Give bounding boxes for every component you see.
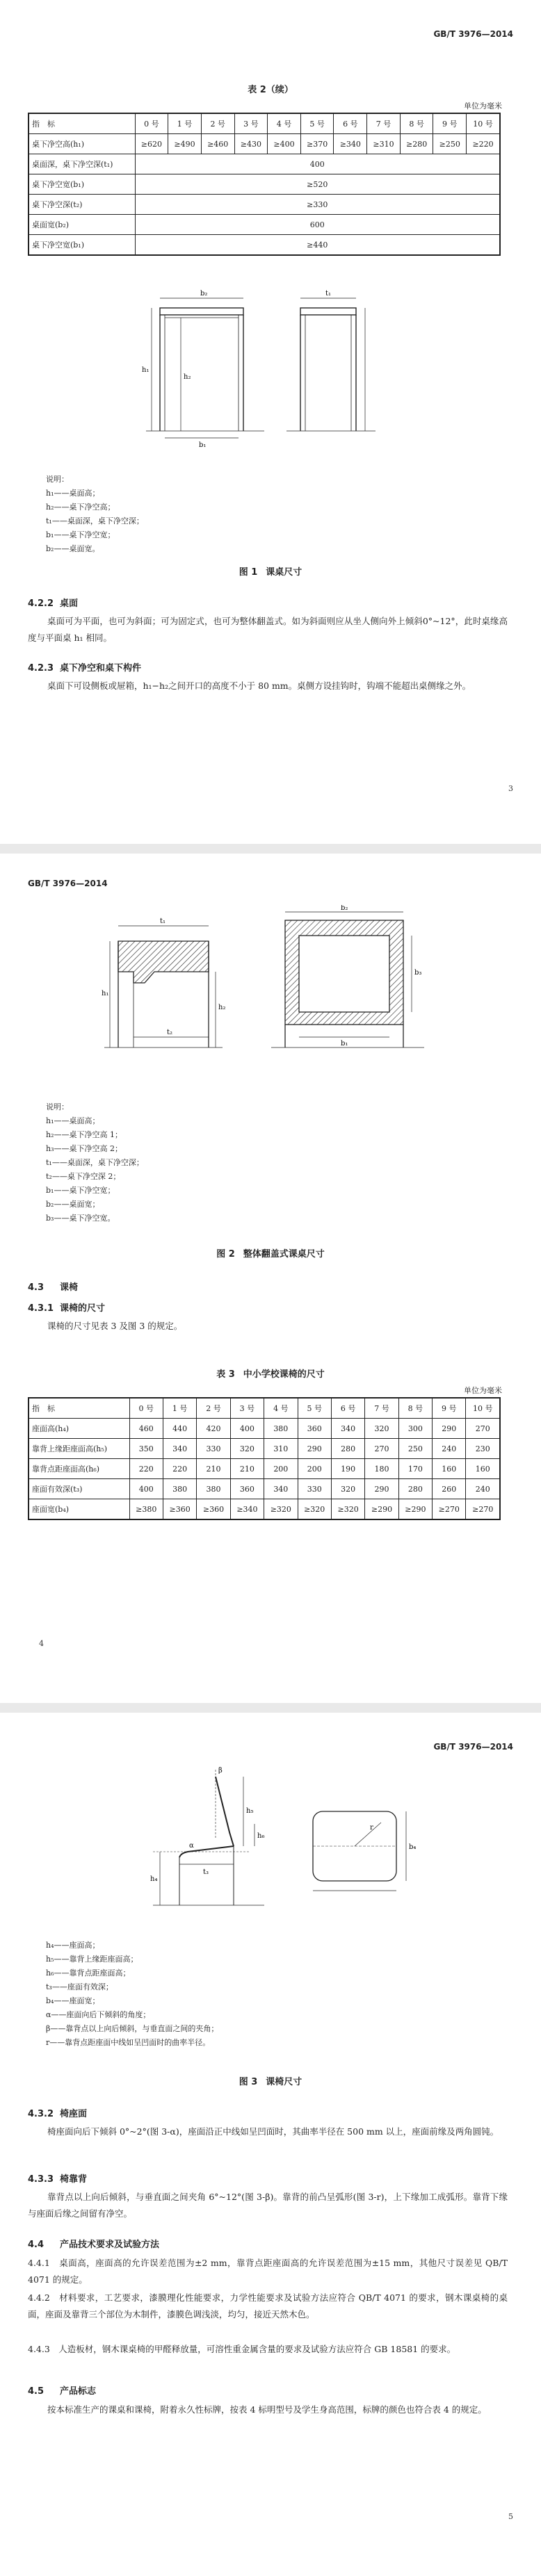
table-cell-merged: ≥330: [135, 195, 500, 215]
table-cell: 220: [129, 1459, 163, 1479]
fig3-label-h5: h₅: [246, 1807, 254, 1815]
legend-item: h₂——桌下净空高 1；: [46, 1130, 122, 1139]
figure-number: 图 1: [239, 567, 258, 578]
figure-2-legend: [46, 1100, 144, 1225]
fig1-label-b1: b₁: [199, 441, 207, 448]
column-header: 3 号: [230, 1398, 264, 1419]
table-cell: 320: [365, 1419, 398, 1439]
table-cell: ≥360: [163, 1499, 196, 1520]
fig1-label-h2: h₂: [184, 373, 191, 381]
table-row: [29, 134, 500, 154]
column-header: 1 号: [168, 113, 202, 134]
table-cell: 460: [129, 1419, 163, 1439]
section-4-3-2: 4.3.2 椅座面: [28, 2109, 88, 2119]
section-4-2-2: 4.2.2 桌面: [28, 598, 79, 609]
fig3-label-r: r: [370, 1824, 373, 1832]
row-label: 座面高(h₄): [29, 1419, 129, 1439]
table-cell: ≥460: [201, 134, 234, 154]
column-header: 1 号: [163, 1398, 196, 1419]
table-cell: 180: [365, 1459, 398, 1479]
page-number: 4: [39, 1639, 44, 1648]
fig3-label-h6: h₆: [257, 1832, 265, 1840]
table-row: [29, 1499, 500, 1520]
table-cell: ≥320: [298, 1499, 331, 1520]
figure-2-caption: 图 2 整体翻盖式课桌尺寸: [216, 1249, 325, 1260]
section-4-3-3: 4.3.3 椅靠背: [28, 2174, 88, 2185]
table-cell: 160: [466, 1459, 500, 1479]
table-cell: 240: [466, 1479, 500, 1499]
table-cell: 220: [163, 1459, 196, 1479]
row-label: 座面宽(b₄): [29, 1499, 129, 1520]
table-cell: ≥320: [331, 1499, 364, 1520]
fig2-label-b1: b₁: [341, 1040, 348, 1047]
fig3-label-h4: h₄: [150, 1875, 158, 1883]
table-cell: 340: [264, 1479, 298, 1499]
section-4-4: 4.4 产品技术要求及试验方法: [28, 2240, 160, 2250]
paragraph-4-4-2: 4.4.2 材料要求，工艺要求，漆膜理化性能要求，力学性能要求及试验方法应符合 QB/T 4071 的要求，钢木课桌椅的桌面，座面及靠背三个部位为木制件，漆膜色调浅淡，均匀，接近天然木色。: [28, 2292, 508, 2320]
table-cell: 400: [129, 1479, 163, 1499]
table-cell: 200: [264, 1459, 298, 1479]
column-header: 5 号: [300, 113, 334, 134]
legend-item: t₁——桌面深，桌下净空深；: [46, 516, 144, 525]
page-3: [0, 1713, 541, 2576]
column-header: 10 号: [466, 1398, 500, 1419]
column-header-indicator: 指 标: [29, 1398, 129, 1419]
figure-1-caption: [0, 564, 541, 578]
table-cell: 340: [331, 1419, 364, 1439]
legend-item: h₁——桌面高；: [46, 1116, 100, 1125]
table-cell: 320: [230, 1439, 264, 1459]
table-cell: 340: [163, 1439, 196, 1459]
table-cell: 240: [433, 1439, 466, 1459]
figure-2-flip-top-desk-diagram: [76, 905, 466, 1058]
legend-item: h₂——桌下净空高；: [46, 503, 115, 512]
row-label: 桌下净空深(t₂): [29, 195, 135, 215]
legend-item: b₃——桌下净空宽。: [46, 1214, 115, 1223]
legend-item: α——座面向后下倾斜的角度；: [46, 2010, 151, 2019]
column-header: 8 号: [398, 1398, 432, 1419]
row-label: 桌下净空宽(b₁): [29, 235, 135, 256]
table-cell: 290: [298, 1439, 331, 1459]
row-label: 桌面深，桌下净空深(t₁): [29, 154, 135, 174]
table-cell: 290: [433, 1419, 466, 1439]
table-cell: ≥270: [433, 1499, 466, 1520]
standard-header: GB/T 3976—2014: [28, 879, 108, 888]
fig3-label-t3: t₃: [203, 1868, 209, 1876]
column-header: 8 号: [400, 113, 433, 134]
column-header: 9 号: [433, 1398, 466, 1419]
figure-3-chair-diagram: [111, 1763, 431, 1923]
table-row: [29, 1419, 500, 1439]
table-cell: 350: [129, 1439, 163, 1459]
table-header-row: [29, 1398, 500, 1419]
section-4-3-1: 4.3.1 课椅的尺寸: [28, 1303, 106, 1314]
figure-3-caption: 图 3 课椅尺寸: [239, 2077, 302, 2087]
figure-3-legend: [46, 1939, 218, 2050]
column-header: 6 号: [331, 1398, 364, 1419]
table-cell: ≥270: [466, 1499, 500, 1520]
paragraph-4-4-3: 4.4.3 人造板材，钢木课桌椅的甲醛释放量，可溶性重金属含量的要求及试验方法应符合 GB 18581 的要求。: [28, 2344, 456, 2354]
column-header: 7 号: [365, 1398, 398, 1419]
column-header: 2 号: [201, 113, 234, 134]
table-cell: 270: [466, 1419, 500, 1439]
table-cell: ≥290: [365, 1499, 398, 1520]
column-header: 0 号: [135, 113, 168, 134]
fig2-label-h2: h₂: [218, 1004, 226, 1011]
legend-item: t₁——桌面深，桌下净空深；: [46, 1158, 144, 1167]
table-cell: 290: [365, 1479, 398, 1499]
table-cell-merged: ≥440: [135, 235, 500, 256]
table-cell: 380: [197, 1479, 230, 1499]
table-cell: 280: [398, 1479, 432, 1499]
legend-item: h₄——座面高；: [46, 1941, 100, 1950]
table-cell: ≥380: [129, 1499, 163, 1520]
table-cell: 440: [163, 1419, 196, 1439]
table-unit: 单位为毫米: [464, 1386, 502, 1395]
table-cell: 420: [197, 1419, 230, 1439]
table-cell: 360: [230, 1479, 264, 1499]
column-header: 0 号: [129, 1398, 163, 1419]
table-cell-merged: ≥520: [135, 174, 500, 195]
table-cell: 380: [163, 1479, 196, 1499]
fig1-label-b2: b₂: [200, 290, 208, 297]
legend-item: r——靠背点距座面中线如呈凹面时的曲率半径。: [46, 2038, 211, 2047]
page-number: 3: [508, 784, 513, 793]
column-header: 5 号: [298, 1398, 331, 1419]
legend-item: b₄——座面宽；: [46, 1996, 100, 2005]
legend-item: h₃——桌下净空高 2；: [46, 1144, 122, 1153]
table-cell: ≥370: [300, 134, 334, 154]
figure-1-legend: [46, 473, 144, 556]
paragraph-4-2-2: 桌面可为平面，也可为斜面；可为固定式，也可为整体翻盖式。如为斜面则应从坐人侧向外上倾斜0°~12°，此时桌缘高度与平面桌 h₁ 相同。: [28, 616, 508, 643]
table-cell: ≥340: [230, 1499, 264, 1520]
table-cell: ≥310: [367, 134, 401, 154]
table-row: [29, 215, 500, 235]
page-number: 5: [508, 2512, 513, 2521]
row-label: 座面有效深(t₃): [29, 1479, 129, 1499]
section-4-3: 4.3 课椅: [28, 1282, 79, 1293]
page-1: [0, 0, 541, 844]
section-4-5: 4.5 产品标志: [28, 2386, 97, 2397]
column-header: 6 号: [334, 113, 367, 134]
legend-item: 说明：: [46, 1102, 69, 1111]
table-cell: 330: [197, 1439, 230, 1459]
row-label: 桌下净空宽(b₁): [29, 174, 135, 195]
paragraph-4-4-1: 4.4.1 桌面高，座面高的允许误差范围为±2 mm，靠背点距座面高的允许误差范围为±15 mm，其他尺寸误差见 QB/T 4071 的规定。: [28, 2258, 508, 2285]
table-cell: 310: [264, 1439, 298, 1459]
column-header-indicator: 指 标: [29, 113, 135, 134]
fig2-label-b2: b₂: [341, 905, 348, 912]
legend-item: β——靠背点以上向后倾斜，与垂直面之间的夹角；: [46, 2024, 219, 2033]
figure-title: 课桌尺寸: [266, 567, 302, 578]
fig2-label-b3: b₃: [414, 969, 422, 977]
table-row: [29, 1459, 500, 1479]
table-cell: 300: [398, 1419, 432, 1439]
table-cell: 400: [230, 1419, 264, 1439]
fig1-label-t1: t₁: [325, 290, 332, 297]
table-cell: ≥620: [135, 134, 168, 154]
table-cell: 210: [197, 1459, 230, 1479]
column-header: 4 号: [264, 1398, 298, 1419]
table-header-row: [29, 113, 500, 134]
table-cell: 210: [230, 1459, 264, 1479]
legend-item: h₆——靠背点距座面高；: [46, 1968, 131, 1978]
legend-item: h₁——桌面高；: [46, 489, 100, 498]
column-header: 9 号: [433, 113, 467, 134]
table-cell: 320: [331, 1479, 364, 1499]
column-header: 7 号: [367, 113, 401, 134]
legend-item: b₂——桌面宽。: [46, 544, 100, 553]
table-row: [29, 1479, 500, 1499]
table-cell: 190: [331, 1459, 364, 1479]
legend-item: b₂——桌面宽；: [46, 1200, 100, 1209]
fig1-label-h1: h₁: [142, 366, 150, 374]
legend-item: 说明：: [46, 475, 69, 484]
row-label: 靠背上缘距座面高(h₅): [29, 1439, 129, 1459]
table-cell: 170: [398, 1459, 432, 1479]
column-header: 10 号: [467, 113, 500, 134]
table-cell: 330: [298, 1479, 331, 1499]
figure-1-desk-diagram: [139, 288, 417, 448]
paragraph-4-5: 按本标准生产的课桌和课椅，附着永久性标牌，按表 4 标明型号及学生身高范围，标牌的颜色也符合表 4 的规定。: [47, 2404, 487, 2415]
table-cell: ≥360: [197, 1499, 230, 1520]
paragraph-4-3-2: 椅座面向后下倾斜 0°~2°(图 3-α)，座面沿正中线如呈凹面时，其曲率半径在 500 mm 以上，座面前缘及两角圆钝。: [47, 2126, 499, 2137]
column-header: 2 号: [197, 1398, 230, 1419]
section-4-2-3: 4.2.3 桌下净空和桌下构件: [28, 663, 142, 674]
table-row: [29, 235, 500, 256]
table-cell: ≥280: [400, 134, 433, 154]
legend-item: t₂——桌下净空深 2；: [46, 1172, 121, 1181]
legend-item: h₅——靠背上缘距座面高；: [46, 1955, 138, 1964]
legend-item: b₁——桌下净空宽；: [46, 530, 115, 539]
table-cell: ≥220: [467, 134, 500, 154]
table-cell: 260: [433, 1479, 466, 1499]
row-label: 桌面宽(b₂): [29, 215, 135, 235]
fig3-label-alpha: α: [189, 1842, 194, 1850]
table-cell: ≥320: [264, 1499, 298, 1520]
table-2-caption: 表 2（续）: [248, 85, 293, 95]
row-label: 桌下净空高(h₁): [29, 134, 135, 154]
table-cell: 230: [466, 1439, 500, 1459]
paragraph-4-3-3: 靠背点以上向后倾斜，与垂直面之间夹角 6°~12°(图 3-β)。靠背的前凸呈弧形(图 3-r)，上下缘加工成弧形。靠背下缘与座面后缘之间留有净空。: [28, 2192, 508, 2219]
table-cell: ≥490: [168, 134, 202, 154]
table-cell: ≥250: [433, 134, 467, 154]
table-cell-merged: 600: [135, 215, 500, 235]
table-cell: 280: [331, 1439, 364, 1459]
table-cell: ≥400: [268, 134, 301, 154]
fig3-label-b4: b₄: [409, 1843, 417, 1851]
column-header: 4 号: [268, 113, 301, 134]
table-row: [29, 174, 500, 195]
row-label: 靠背点距座面高(h₆): [29, 1459, 129, 1479]
table-cell: 160: [433, 1459, 466, 1479]
table-row: [29, 154, 500, 174]
fig2-label-t1: t₁: [160, 918, 166, 925]
table-cell: ≥340: [334, 134, 367, 154]
fig3-label-beta: β: [218, 1767, 223, 1775]
table-cell: 250: [398, 1439, 432, 1459]
standard-header: GB/T 3976—2014: [433, 29, 513, 39]
standard-header: GB/T 3976—2014: [433, 1742, 513, 1752]
table-cell: 360: [298, 1419, 331, 1439]
column-header: 3 号: [234, 113, 268, 134]
paragraph-4-3-1: 课椅的尺寸见表 3 及图 3 的规定。: [47, 1321, 183, 1331]
table-2: [28, 113, 501, 256]
paragraph-4-2-3: 桌面下可设侧板或屉箱，h₁−h₂之间开口的高度不小于 80 mm。桌侧方设挂钩时，钩端不能超出桌侧缘之外。: [47, 680, 471, 691]
fig2-label-h1: h₁: [102, 990, 109, 997]
table-row: [29, 195, 500, 215]
table-cell-merged: 400: [135, 154, 500, 174]
page-2: [0, 854, 541, 1703]
table-row: [29, 1439, 500, 1459]
table-cell: ≥430: [234, 134, 268, 154]
table-cell: 200: [298, 1459, 331, 1479]
fig2-label-t2: t₂: [167, 1029, 173, 1036]
table-unit: 单位为毫米: [464, 101, 502, 111]
legend-item: b₁——桌下净空宽；: [46, 1186, 115, 1195]
table-cell: ≥290: [398, 1499, 432, 1520]
legend-item: t₃——座面有效深；: [46, 1982, 113, 1991]
table-cell: 380: [264, 1419, 298, 1439]
table-3-caption: 表 3 中小学校课椅的尺寸: [216, 1369, 325, 1380]
table-3: [28, 1397, 501, 1520]
table-cell: 270: [365, 1439, 398, 1459]
